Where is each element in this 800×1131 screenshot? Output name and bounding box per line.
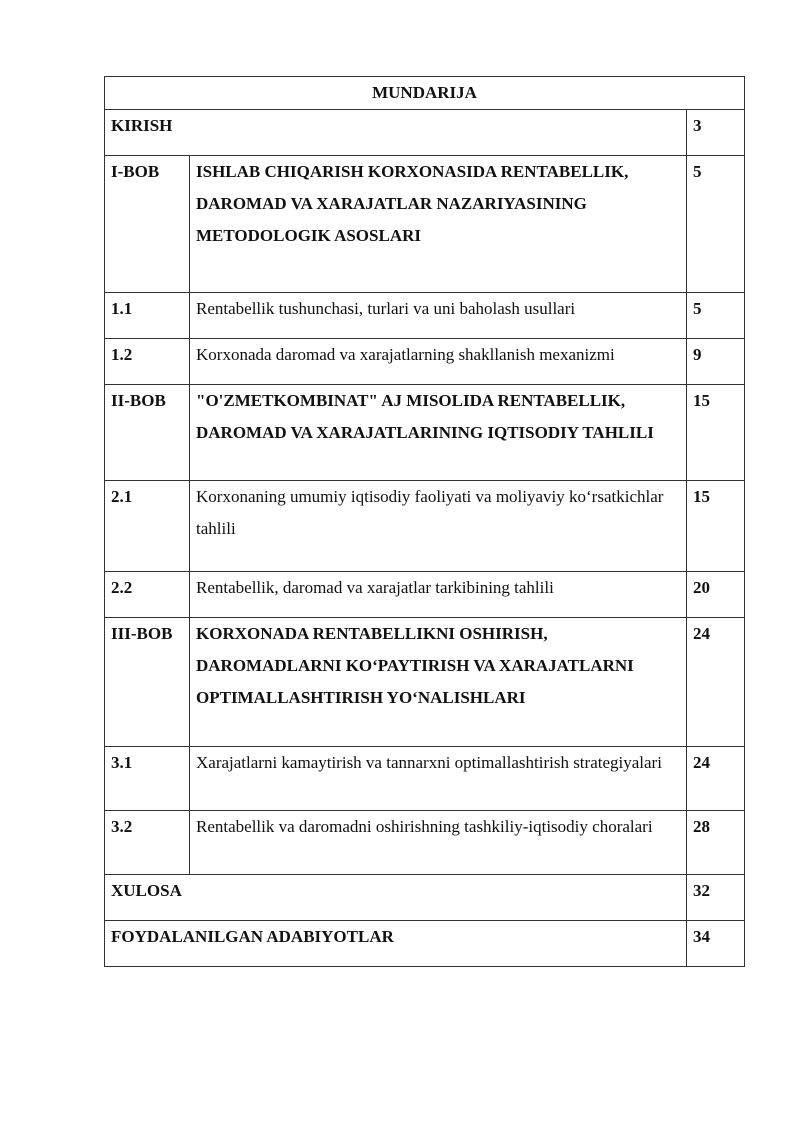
table-of-contents [104, 76, 745, 967]
toc-entry-title: FOYDALANILGAN ADABIYOTLAR [105, 921, 687, 967]
toc-page-number: 9 [687, 339, 745, 385]
toc-row-section-3-1 [105, 747, 745, 811]
toc-chapter-number: III-BOB [105, 618, 190, 747]
toc-page-number: 24 [687, 618, 745, 747]
toc-row-section-3-2 [105, 811, 745, 875]
toc-heading: MUNDARIJA [105, 77, 745, 110]
toc-page-number: 28 [687, 811, 745, 875]
toc-chapter-title: KORXONADA RENTABELLIKNI OSHIRISH, DAROMADLARNI KO‘PAYTIRISH VA XARAJATLARNI OPTIMALLASHTIRISH YO‘NALISHLARI [190, 618, 687, 747]
toc-chapter-title: "O'ZMETKOMBINAT" AJ MISOLIDA RENTABELLIK, DAROMAD VA XARAJATLARINING IQTISODIY TAHLILI [190, 385, 687, 481]
toc-section-title: Korxonada daromad va xarajatlarning shakllanish mexanizmi [190, 339, 687, 385]
toc-row-xulosa [105, 875, 745, 921]
toc-row-section-1-2 [105, 339, 745, 385]
toc-row-section-2-1 [105, 481, 745, 572]
toc-row-chapter-3 [105, 618, 745, 747]
toc-page-number: 32 [687, 875, 745, 921]
toc-section-number: 3.2 [105, 811, 190, 875]
toc-page-number: 3 [687, 110, 745, 156]
toc-section-number: 2.2 [105, 572, 190, 618]
toc-row-kirish [105, 110, 745, 156]
toc-row-chapter-1 [105, 156, 745, 293]
toc-chapter-title: ISHLAB CHIQARISH KORXONASIDA RENTABELLIK, DAROMAD VA XARAJATLAR NAZARIYASINING METODOLOGIK ASOSLARI [190, 156, 687, 293]
toc-page-number: 5 [687, 293, 745, 339]
toc-section-title: Rentabellik, daromad va xarajatlar tarkibining tahlili [190, 572, 687, 618]
toc-section-title: Xarajatlarni kamaytirish va tannarxni optimallashtirish strategiyalari [190, 747, 687, 811]
toc-row-section-1-1 [105, 293, 745, 339]
toc-section-number: 1.1 [105, 293, 190, 339]
toc-page-number: 20 [687, 572, 745, 618]
toc-page-number: 24 [687, 747, 745, 811]
toc-page-number: 5 [687, 156, 745, 293]
toc-chapter-number: I-BOB [105, 156, 190, 293]
toc-section-title: Rentabellik tushunchasi, turlari va uni baholash usullari [190, 293, 687, 339]
toc-entry-title: XULOSA [105, 875, 687, 921]
toc-section-title: Rentabellik va daromadni oshirishning tashkiliy-iqtisodiy choralari [190, 811, 687, 875]
toc-page-number: 34 [687, 921, 745, 967]
toc-row-section-2-2 [105, 572, 745, 618]
toc-chapter-number: II-BOB [105, 385, 190, 481]
toc-row-chapter-2 [105, 385, 745, 481]
toc-section-number: 2.1 [105, 481, 190, 572]
toc-page-number: 15 [687, 481, 745, 572]
toc-section-number: 3.1 [105, 747, 190, 811]
toc-row-adabiyotlar [105, 921, 745, 967]
toc-section-title: Korxonaning umumiy iqtisodiy faoliyati va moliyaviy ko‘rsatkichlar tahlili [190, 481, 687, 572]
toc-page-number: 15 [687, 385, 745, 481]
toc-section-number: 1.2 [105, 339, 190, 385]
toc-heading-row [105, 77, 745, 110]
toc-entry-title: KIRISH [105, 110, 687, 156]
